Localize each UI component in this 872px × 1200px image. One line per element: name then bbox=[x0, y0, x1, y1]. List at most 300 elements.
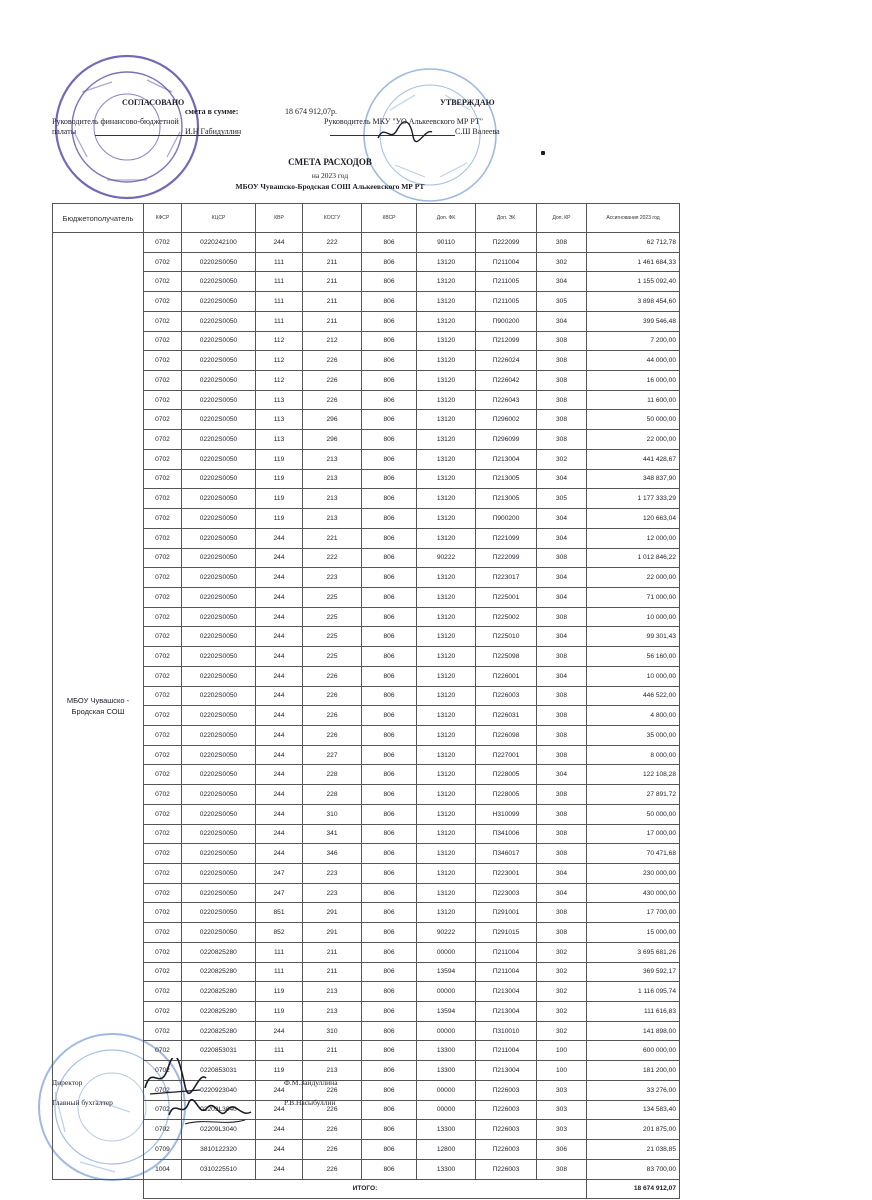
table-cell: 222 bbox=[303, 233, 362, 253]
table-cell: 0702 bbox=[144, 942, 182, 962]
table-cell: 806 bbox=[362, 1100, 417, 1120]
table-cell: 02202S0050 bbox=[182, 272, 256, 292]
table-row bbox=[53, 883, 680, 903]
col-header: Бюджетополучатель bbox=[53, 204, 144, 233]
table-row bbox=[53, 647, 680, 667]
table-cell: 0702 bbox=[144, 252, 182, 272]
table-cell: 13120 bbox=[417, 804, 476, 824]
table-row bbox=[53, 587, 680, 607]
table-cell: 308 bbox=[537, 923, 587, 943]
table-cell: 100 bbox=[537, 1061, 587, 1081]
table-row bbox=[53, 745, 680, 765]
table-cell: 244 bbox=[256, 1140, 303, 1160]
table-cell: П211004 bbox=[476, 962, 537, 982]
amount-label: смета в сумме: bbox=[185, 107, 239, 116]
table-cell: П227001 bbox=[476, 745, 537, 765]
table-cell: 56 160,00 bbox=[587, 647, 680, 667]
table-cell: 304 bbox=[537, 509, 587, 529]
table-cell: П226042 bbox=[476, 371, 537, 391]
table-row bbox=[53, 430, 680, 450]
table-cell: 230 000,00 bbox=[587, 864, 680, 884]
table-cell: 201 875,00 bbox=[587, 1120, 680, 1140]
table-cell: 302 bbox=[537, 1021, 587, 1041]
table-cell: 211 bbox=[303, 292, 362, 312]
table-cell: 244 bbox=[256, 844, 303, 864]
table-cell: 02202S0050 bbox=[182, 607, 256, 627]
table-cell: 71 000,00 bbox=[587, 587, 680, 607]
table-cell: 223 bbox=[303, 883, 362, 903]
left-role-line2: палаты bbox=[52, 127, 77, 136]
table-cell: 304 bbox=[537, 765, 587, 785]
table-cell: 806 bbox=[362, 587, 417, 607]
table-cell: 13120 bbox=[417, 647, 476, 667]
table-row bbox=[53, 233, 680, 253]
col-header: КФСР bbox=[144, 204, 182, 233]
table-cell: П223001 bbox=[476, 864, 537, 884]
table-cell: П225098 bbox=[476, 647, 537, 667]
table-cell: 0702 bbox=[144, 331, 182, 351]
table-cell: П213005 bbox=[476, 489, 537, 509]
table-cell: П211005 bbox=[476, 292, 537, 312]
table-cell: 0702 bbox=[144, 311, 182, 331]
col-header: КВСР bbox=[362, 204, 417, 233]
table-cell: 13120 bbox=[417, 765, 476, 785]
table-cell: 00000 bbox=[417, 942, 476, 962]
table-cell: 302 bbox=[537, 252, 587, 272]
table-cell: 308 bbox=[537, 647, 587, 667]
right-signature bbox=[375, 118, 435, 146]
table-cell: 02202S0050 bbox=[182, 765, 256, 785]
table-cell: П226024 bbox=[476, 351, 537, 371]
table-cell: 70 471,68 bbox=[587, 844, 680, 864]
table-cell: 302 bbox=[537, 942, 587, 962]
table-row bbox=[53, 627, 680, 647]
table-cell: П225010 bbox=[476, 627, 537, 647]
table-cell: 806 bbox=[362, 469, 417, 489]
accountant-role: Главный бухгалтер bbox=[52, 1098, 113, 1107]
table-cell: 0702 bbox=[144, 647, 182, 667]
table-cell: 806 bbox=[362, 1080, 417, 1100]
table-cell: 806 bbox=[362, 1041, 417, 1061]
table-cell: П226003 bbox=[476, 686, 537, 706]
table-cell: 211 bbox=[303, 942, 362, 962]
table-cell: 113 bbox=[256, 430, 303, 450]
table-cell: 806 bbox=[362, 1021, 417, 1041]
table-cell: 13120 bbox=[417, 627, 476, 647]
table-cell: П226003 bbox=[476, 1080, 537, 1100]
table-cell: 244 bbox=[256, 706, 303, 726]
table-cell: 212 bbox=[303, 331, 362, 351]
table-cell: 244 bbox=[256, 568, 303, 588]
table-cell: 13120 bbox=[417, 587, 476, 607]
table-row bbox=[53, 509, 680, 529]
budget-table bbox=[52, 203, 680, 1199]
table-cell: 119 bbox=[256, 489, 303, 509]
table-cell: 806 bbox=[362, 824, 417, 844]
document-title: СМЕТА РАСХОДОВ bbox=[288, 157, 372, 167]
table-cell: П226098 bbox=[476, 725, 537, 745]
table-cell: 02202S0050 bbox=[182, 410, 256, 430]
table-cell: 0702 bbox=[144, 804, 182, 824]
table-cell: 02202S0050 bbox=[182, 489, 256, 509]
table-cell: 13120 bbox=[417, 272, 476, 292]
table-cell: 00000 bbox=[417, 1080, 476, 1100]
table-cell: 291 bbox=[303, 923, 362, 943]
table-cell: П222099 bbox=[476, 548, 537, 568]
table-cell: 806 bbox=[362, 844, 417, 864]
table-cell: 0702 bbox=[144, 765, 182, 785]
table-cell: 226 bbox=[303, 666, 362, 686]
table-cell: 806 bbox=[362, 1061, 417, 1081]
table-cell: 308 bbox=[537, 430, 587, 450]
table-cell: 27 891,72 bbox=[587, 785, 680, 805]
table-cell: 0702 bbox=[144, 410, 182, 430]
table-cell: П900200 bbox=[476, 311, 537, 331]
table-cell: 308 bbox=[537, 331, 587, 351]
table-cell: 302 bbox=[537, 982, 587, 1002]
table-row bbox=[53, 252, 680, 272]
table-row bbox=[53, 844, 680, 864]
table-cell: 02202S0050 bbox=[182, 903, 256, 923]
table-cell: 806 bbox=[362, 528, 417, 548]
table-cell: 21 038,85 bbox=[587, 1140, 680, 1160]
table-cell: П310010 bbox=[476, 1021, 537, 1041]
table-cell: 244 bbox=[256, 587, 303, 607]
table-cell: П226003 bbox=[476, 1140, 537, 1160]
table-cell: 806 bbox=[362, 568, 417, 588]
table-cell: 291 bbox=[303, 903, 362, 923]
table-cell: 0220825280 bbox=[182, 1021, 256, 1041]
table-cell: 50 000,00 bbox=[587, 804, 680, 824]
table-cell: 225 bbox=[303, 627, 362, 647]
table-cell: 0702 bbox=[144, 548, 182, 568]
table-cell: 308 bbox=[537, 686, 587, 706]
table-row bbox=[53, 272, 680, 292]
table-cell: 13120 bbox=[417, 311, 476, 331]
director-name: Ф.М.Зайдуллина bbox=[284, 1078, 338, 1087]
table-cell: 304 bbox=[537, 528, 587, 548]
table-cell: 134 583,40 bbox=[587, 1100, 680, 1120]
table-cell: 305 bbox=[537, 489, 587, 509]
table-cell: 0702 bbox=[144, 725, 182, 745]
table-cell: 0220825280 bbox=[182, 982, 256, 1002]
table-cell: 244 bbox=[256, 765, 303, 785]
table-cell: 112 bbox=[256, 351, 303, 371]
table-cell: 0702 bbox=[144, 233, 182, 253]
table-cell: 226 bbox=[303, 725, 362, 745]
table-cell: 4 800,00 bbox=[587, 706, 680, 726]
table-cell: 806 bbox=[362, 331, 417, 351]
table-row bbox=[53, 489, 680, 509]
table-cell: 244 bbox=[256, 725, 303, 745]
table-cell: 02202S0050 bbox=[182, 351, 256, 371]
table-cell: 111 bbox=[256, 252, 303, 272]
table-cell: 296 bbox=[303, 410, 362, 430]
table-cell: 00000 bbox=[417, 1021, 476, 1041]
table-cell: 02202S0050 bbox=[182, 844, 256, 864]
table-row bbox=[53, 331, 680, 351]
table-cell: 446 522,00 bbox=[587, 686, 680, 706]
table-cell: 99 301,43 bbox=[587, 627, 680, 647]
table-cell: П226003 bbox=[476, 1159, 537, 1179]
table-cell: 225 bbox=[303, 647, 362, 667]
table-cell: 12800 bbox=[417, 1140, 476, 1160]
table-cell: 112 bbox=[256, 331, 303, 351]
table-cell: 308 bbox=[537, 548, 587, 568]
table-cell: 02202S0050 bbox=[182, 292, 256, 312]
table-cell: П291015 bbox=[476, 923, 537, 943]
table-cell: 0702 bbox=[144, 489, 182, 509]
table-cell: 226 bbox=[303, 1100, 362, 1120]
table-cell: П225002 bbox=[476, 607, 537, 627]
table-cell: 228 bbox=[303, 765, 362, 785]
table-cell: 213 bbox=[303, 509, 362, 529]
table-cell: 113 bbox=[256, 390, 303, 410]
table-cell: 806 bbox=[362, 410, 417, 430]
table-cell: П223003 bbox=[476, 883, 537, 903]
table-cell: 02202S0050 bbox=[182, 252, 256, 272]
table-cell: 0702 bbox=[144, 1061, 182, 1081]
table-cell: 13120 bbox=[417, 686, 476, 706]
table-cell: 0709 bbox=[144, 1140, 182, 1160]
table-cell: П346017 bbox=[476, 844, 537, 864]
table-cell: П226031 bbox=[476, 706, 537, 726]
table-row bbox=[53, 1120, 680, 1140]
table-row bbox=[53, 804, 680, 824]
table-cell: 13120 bbox=[417, 292, 476, 312]
table-cell: 11 600,00 bbox=[587, 390, 680, 410]
col-header: Доп. КР bbox=[537, 204, 587, 233]
table-cell: 0702 bbox=[144, 568, 182, 588]
table-cell: 308 bbox=[537, 390, 587, 410]
table-cell: П213004 bbox=[476, 1061, 537, 1081]
table-cell: 13120 bbox=[417, 666, 476, 686]
table-row bbox=[53, 371, 680, 391]
table-cell: 112 bbox=[256, 371, 303, 391]
table-cell: 308 bbox=[537, 706, 587, 726]
table-cell: П296002 bbox=[476, 410, 537, 430]
table-cell: 806 bbox=[362, 292, 417, 312]
table-cell: 02202S0050 bbox=[182, 548, 256, 568]
table-cell: П226043 bbox=[476, 390, 537, 410]
table-cell: 308 bbox=[537, 745, 587, 765]
table-cell: П291001 bbox=[476, 903, 537, 923]
table-cell: 806 bbox=[362, 607, 417, 627]
table-cell: П211004 bbox=[476, 252, 537, 272]
table-cell: 02202S0050 bbox=[182, 725, 256, 745]
col-header: Ассигнования 2023 год bbox=[587, 204, 680, 233]
table-cell: П296099 bbox=[476, 430, 537, 450]
table-cell: 0702 bbox=[144, 706, 182, 726]
table-cell: 02202S0050 bbox=[182, 509, 256, 529]
table-row bbox=[53, 765, 680, 785]
table-cell: 0702 bbox=[144, 962, 182, 982]
table-cell: 308 bbox=[537, 785, 587, 805]
table-cell: 244 bbox=[256, 647, 303, 667]
table-cell: П222099 bbox=[476, 233, 537, 253]
table-cell: 90222 bbox=[417, 923, 476, 943]
table-cell: 341 bbox=[303, 824, 362, 844]
table-cell: 806 bbox=[362, 923, 417, 943]
table-cell: 13120 bbox=[417, 449, 476, 469]
table-cell: 119 bbox=[256, 449, 303, 469]
table-cell: 13594 bbox=[417, 962, 476, 982]
table-cell: 213 bbox=[303, 469, 362, 489]
table-cell: 02202S0050 bbox=[182, 666, 256, 686]
table-cell: 120 663,04 bbox=[587, 509, 680, 529]
table-cell: 00000 bbox=[417, 982, 476, 1002]
table-cell: 0702 bbox=[144, 824, 182, 844]
table-cell: 1 155 092,40 bbox=[587, 272, 680, 292]
table-cell: 302 bbox=[537, 449, 587, 469]
table-cell: 226 bbox=[303, 1080, 362, 1100]
table-cell: 244 bbox=[256, 1159, 303, 1179]
table-cell: 02202S0050 bbox=[182, 647, 256, 667]
table-cell: 0702 bbox=[144, 1100, 182, 1120]
table-cell: 806 bbox=[362, 903, 417, 923]
table-cell: 806 bbox=[362, 272, 417, 292]
table-cell: 806 bbox=[362, 745, 417, 765]
table-cell: 308 bbox=[537, 410, 587, 430]
table-cell: П213004 bbox=[476, 1002, 537, 1022]
total-row bbox=[53, 1179, 680, 1199]
table-cell: 181 200,00 bbox=[587, 1061, 680, 1081]
table-cell: 111 bbox=[256, 311, 303, 331]
table-row bbox=[53, 666, 680, 686]
table-cell: 0702 bbox=[144, 1120, 182, 1140]
agreed-label: СОГЛАСОВАНО bbox=[122, 98, 185, 107]
table-row bbox=[53, 686, 680, 706]
table-cell: 02202S0050 bbox=[182, 824, 256, 844]
table-cell: 806 bbox=[362, 233, 417, 253]
table-cell: 308 bbox=[537, 371, 587, 391]
table-cell: 0702 bbox=[144, 864, 182, 884]
table-cell: 35 000,00 bbox=[587, 725, 680, 745]
table-cell: 296 bbox=[303, 430, 362, 450]
table-cell: 22 000,00 bbox=[587, 430, 680, 450]
table-cell: 119 bbox=[256, 1061, 303, 1081]
table-cell: 122 108,28 bbox=[587, 765, 680, 785]
table-cell: 806 bbox=[362, 430, 417, 450]
table-cell: 1004 bbox=[144, 1159, 182, 1179]
table-cell: 0220853031 bbox=[182, 1041, 256, 1061]
table-cell: 13300 bbox=[417, 1120, 476, 1140]
table-cell: 111 bbox=[256, 942, 303, 962]
table-cell: 304 bbox=[537, 627, 587, 647]
table-cell: 0702 bbox=[144, 785, 182, 805]
table-cell: 17 000,00 bbox=[587, 824, 680, 844]
table-cell: 244 bbox=[256, 528, 303, 548]
table-cell: П226001 bbox=[476, 666, 537, 686]
table-cell: 13120 bbox=[417, 745, 476, 765]
table-cell: 806 bbox=[362, 509, 417, 529]
table-cell: 302 bbox=[537, 962, 587, 982]
table-cell: 303 bbox=[537, 1080, 587, 1100]
table-cell: 226 bbox=[303, 390, 362, 410]
col-header: КВР bbox=[256, 204, 303, 233]
table-cell: 0702 bbox=[144, 686, 182, 706]
table-cell: 13120 bbox=[417, 351, 476, 371]
table-cell: 111 bbox=[256, 292, 303, 312]
table-cell: 806 bbox=[362, 548, 417, 568]
table-row bbox=[53, 923, 680, 943]
col-header: КОСГУ bbox=[303, 204, 362, 233]
table-cell: 8 000,00 bbox=[587, 745, 680, 765]
total-spacer bbox=[53, 1179, 144, 1199]
table-cell: 02202S0050 bbox=[182, 587, 256, 607]
table-cell: 111 616,83 bbox=[587, 1002, 680, 1022]
table-cell: 244 bbox=[256, 233, 303, 253]
table-row bbox=[53, 824, 680, 844]
table-cell: 100 bbox=[537, 1041, 587, 1061]
table-cell: 0702 bbox=[144, 1080, 182, 1100]
table-cell: 13120 bbox=[417, 607, 476, 627]
table-cell: 1 116 095,74 bbox=[587, 982, 680, 1002]
table-cell: 308 bbox=[537, 351, 587, 371]
table-cell: 13120 bbox=[417, 371, 476, 391]
table-row bbox=[53, 292, 680, 312]
table-cell: 399 546,48 bbox=[587, 311, 680, 331]
table-cell: 852 bbox=[256, 923, 303, 943]
total-label: ИТОГО: bbox=[144, 1179, 587, 1199]
table-cell: П211004 bbox=[476, 1041, 537, 1061]
table-cell: 111 bbox=[256, 962, 303, 982]
table-cell: 304 bbox=[537, 883, 587, 903]
table-cell: 13120 bbox=[417, 824, 476, 844]
table-cell: 83 700,00 bbox=[587, 1159, 680, 1179]
table-cell: 226 bbox=[303, 1140, 362, 1160]
table-cell: 22 000,00 bbox=[587, 568, 680, 588]
table-cell: 221 bbox=[303, 528, 362, 548]
table-cell: 13120 bbox=[417, 883, 476, 903]
table-cell: 348 837,90 bbox=[587, 469, 680, 489]
table-cell: 304 bbox=[537, 864, 587, 884]
table-cell: 0702 bbox=[144, 627, 182, 647]
table-cell: 0220242100 bbox=[182, 233, 256, 253]
table-cell: 806 bbox=[362, 371, 417, 391]
table-cell: 02202S0050 bbox=[182, 883, 256, 903]
table-cell: 113 bbox=[256, 410, 303, 430]
total-value: 18 674 912,07 bbox=[587, 1179, 680, 1199]
table-cell: 302 bbox=[537, 1002, 587, 1022]
table-row bbox=[53, 568, 680, 588]
table-cell: 806 bbox=[362, 1140, 417, 1160]
table-cell: 02202S0050 bbox=[182, 528, 256, 548]
table-cell: 806 bbox=[362, 449, 417, 469]
table-cell: 02202S0050 bbox=[182, 469, 256, 489]
table-cell: 3810122320 bbox=[182, 1140, 256, 1160]
table-cell: 226 bbox=[303, 1120, 362, 1140]
table-cell: 303 bbox=[537, 1100, 587, 1120]
table-cell: 806 bbox=[362, 666, 417, 686]
amount-value: 18 674 912,07р. bbox=[285, 107, 337, 116]
table-cell: 13120 bbox=[417, 528, 476, 548]
table-cell: 213 bbox=[303, 449, 362, 469]
table-cell: 308 bbox=[537, 607, 587, 627]
table-cell: 806 bbox=[362, 647, 417, 667]
table-cell: 247 bbox=[256, 864, 303, 884]
table-cell: 0702 bbox=[144, 469, 182, 489]
table-cell: 213 bbox=[303, 489, 362, 509]
ink-dot bbox=[541, 151, 545, 155]
table-cell: 806 bbox=[362, 785, 417, 805]
table-cell: 02202S0050 bbox=[182, 311, 256, 331]
table-cell: 222 bbox=[303, 548, 362, 568]
table-cell: 02209L3040 bbox=[182, 1120, 256, 1140]
table-cell: 13300 bbox=[417, 1061, 476, 1081]
table-cell: 806 bbox=[362, 686, 417, 706]
table-cell: 0702 bbox=[144, 903, 182, 923]
